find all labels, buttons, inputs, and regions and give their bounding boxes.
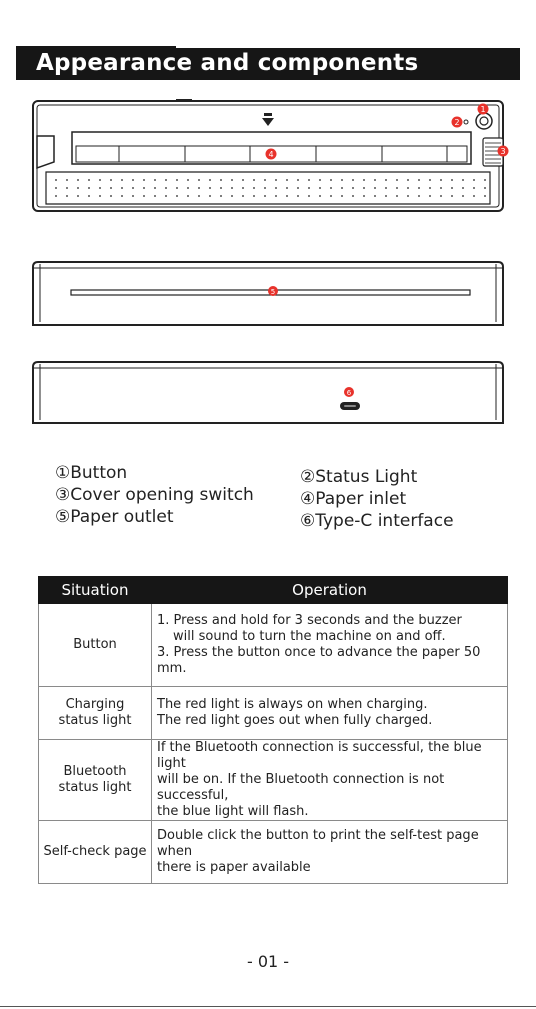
legend-left-column bbox=[55, 462, 254, 528]
operations-table bbox=[38, 576, 508, 884]
header-operation: Operation bbox=[152, 577, 508, 604]
operation-cell: 1. Press and hold for 3 seconds and the buzzer will sound to turn the machine on and off. 3. Press the button once to advance the paper 50 mm. bbox=[152, 604, 508, 687]
situation-cell: Button bbox=[39, 604, 152, 687]
legend-right-column bbox=[300, 466, 454, 532]
table-row bbox=[39, 740, 508, 821]
power-button-icon bbox=[476, 113, 492, 129]
legend-item: ⑥Type-C interface bbox=[300, 511, 454, 531]
callout-1: 1 bbox=[480, 105, 486, 114]
header-situation: Situation bbox=[39, 577, 152, 604]
situation-cell: Bluetooth status light bbox=[39, 740, 152, 821]
legend-item: ①Button bbox=[55, 463, 128, 483]
legend-item: ④Paper inlet bbox=[300, 489, 407, 509]
table-row bbox=[39, 604, 508, 687]
table-row bbox=[39, 687, 508, 740]
section-header bbox=[16, 46, 520, 80]
operation-cell: The red light is always on when charging. The red light goes out when fully charged. bbox=[152, 687, 508, 740]
legend-item: ⑤Paper outlet bbox=[55, 507, 174, 527]
page-number: - 01 - bbox=[246, 952, 290, 971]
type-c-port-icon bbox=[340, 402, 360, 410]
operation-cell: Double click the button to print the self-test page when there is paper available bbox=[152, 821, 508, 884]
situation-cell: Charging status light bbox=[39, 687, 152, 740]
callout-5: 5 bbox=[270, 288, 276, 296]
callout-4: 4 bbox=[268, 150, 274, 159]
printer-top-view bbox=[0, 98, 536, 218]
header-notch bbox=[176, 46, 520, 48]
callout-6: 6 bbox=[346, 389, 352, 397]
callout-3: 3 bbox=[500, 147, 506, 156]
section-title: Appearance and components bbox=[36, 50, 419, 76]
printer-front-view bbox=[0, 258, 536, 330]
printer-back-view bbox=[0, 358, 536, 428]
table-header-row bbox=[39, 577, 508, 604]
legend-item: ②Status Light bbox=[300, 467, 418, 487]
operation-cell: If the Bluetooth connection is successful, the blue light will be on. If the Bluetooth connection is not successful, the blue light will flash. bbox=[152, 740, 508, 821]
callout-2: 2 bbox=[454, 118, 460, 127]
legend-item: ③Cover opening switch bbox=[55, 485, 254, 505]
situation-cell: Self-check page bbox=[39, 821, 152, 884]
bottom-divider bbox=[0, 1006, 536, 1007]
table-row bbox=[39, 821, 508, 884]
